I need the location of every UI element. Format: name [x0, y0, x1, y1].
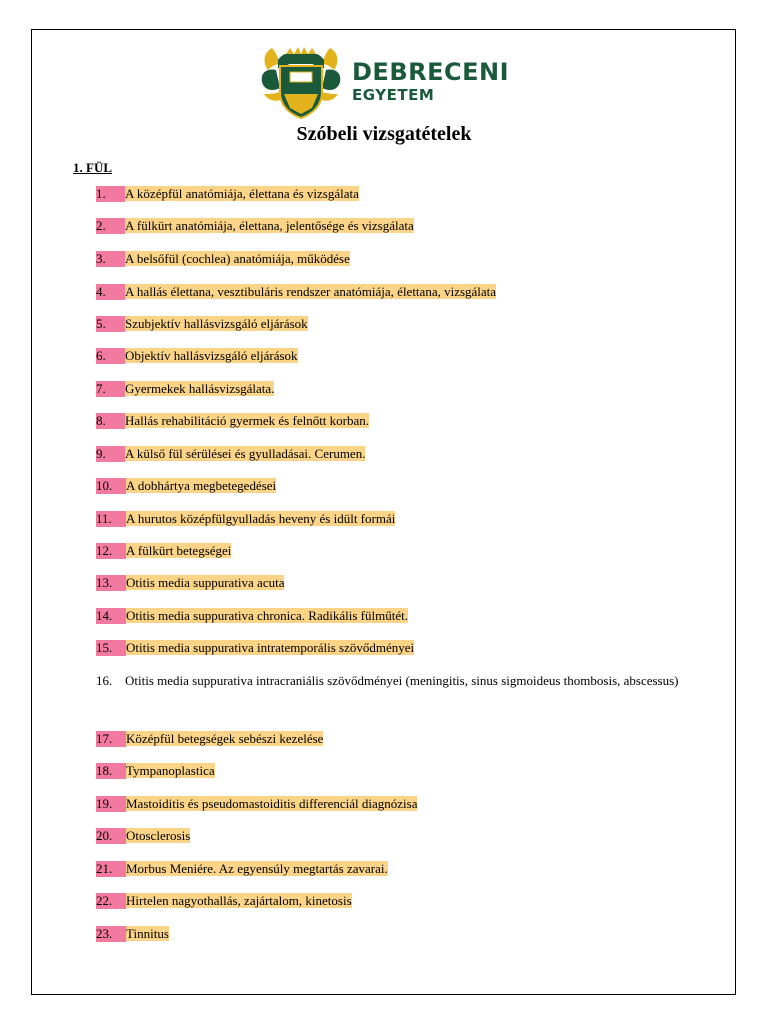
item-text: Otosclerosis — [126, 828, 191, 843]
item-text: A külső fül sérülései és gyulladásai. Cerumen. — [125, 446, 366, 461]
list-item — [96, 478, 276, 494]
list-item — [96, 796, 417, 812]
item-number: 20. — [96, 828, 126, 844]
item-text: Hirtelen nagyothallás, zajártalom, kinetosis — [126, 893, 352, 908]
list-item — [96, 640, 414, 656]
list-item — [96, 861, 388, 877]
list-item — [96, 381, 274, 397]
university-logo — [258, 42, 518, 122]
item-number: 23. — [96, 926, 126, 942]
list-item — [96, 284, 496, 300]
item-text: Mastoiditis és pseudomastoiditis differenciál diagnózisa — [126, 796, 418, 811]
item-number: 10. — [96, 478, 126, 494]
item-text: Morbus Meniére. Az egyensúly megtartás zavarai. — [126, 861, 388, 876]
list-item — [96, 926, 169, 942]
item-number: 17. — [96, 731, 126, 747]
item-text: Otitis media suppurativa acuta — [126, 575, 285, 590]
list-item — [96, 316, 308, 332]
item-text: Hallás rehabilitáció gyermek és felnőtt korban. — [125, 413, 370, 428]
list-item — [96, 763, 215, 779]
item-text: A dobhártya megbetegedései — [126, 478, 277, 493]
item-text: A belsőfül (cochlea) anatómiája, működése — [125, 251, 350, 266]
item-number: 6. — [96, 348, 125, 364]
document-title: Szóbeli vizsgatételek — [296, 123, 472, 145]
item-text: A hurutos középfülgyulladás heveny és idült formái — [126, 511, 396, 526]
item-text: Otitis media suppurativa intracraniális szövődményei (meningitis, sinus sigmoideus thombosis, abscessus) — [125, 673, 679, 688]
list-item — [96, 413, 369, 429]
item-number: 7. — [96, 381, 125, 397]
logo-line-egyetem: EGYETEM — [352, 86, 435, 104]
item-number: 18. — [96, 763, 126, 779]
item-text: Otitis media suppurativa intratemporális szövődményei — [126, 640, 415, 655]
logo-wordmark — [352, 60, 509, 103]
item-text: Tinnitus — [126, 926, 169, 941]
list-item — [96, 828, 190, 844]
item-number: 11. — [96, 511, 126, 527]
item-number: 13. — [96, 575, 126, 591]
list-item — [96, 186, 359, 202]
item-number: 15. — [96, 640, 126, 656]
item-number: 19. — [96, 796, 126, 812]
item-text: Középfül betegségek sebészi kezelése — [126, 731, 324, 746]
section-heading: 1. FÜL — [73, 160, 112, 175]
list-item — [96, 731, 323, 747]
logo-line-debreceni: DEBRECENI — [352, 58, 510, 86]
list-item — [96, 575, 284, 591]
list-item — [96, 543, 231, 559]
item-number: 12. — [96, 543, 126, 559]
item-number: 5. — [96, 316, 125, 332]
list-item — [96, 511, 395, 527]
item-text: A fülkürt betegségei — [126, 543, 232, 558]
list-item — [96, 251, 350, 267]
item-text: Szubjektív hallásvizsgáló eljárások — [125, 316, 308, 331]
item-number: 9. — [96, 446, 125, 462]
item-number: 14. — [96, 608, 126, 624]
item-number: 1. — [96, 186, 125, 202]
item-number: 21. — [96, 861, 126, 877]
list-item — [96, 446, 365, 462]
item-number: 22. — [96, 893, 126, 909]
item-number: 3. — [96, 251, 125, 267]
item-text: Objektív hallásvizsgáló eljárások — [125, 348, 298, 363]
item-number: 2. — [96, 218, 125, 234]
list-item — [96, 893, 352, 909]
item-text: A fülkürt anatómiája, élettana, jelentősége és vizsgálata — [125, 218, 414, 233]
item-text: Gyermekek hallásvizsgálata. — [125, 381, 275, 396]
crest-icon — [258, 42, 344, 122]
item-number: 16. — [96, 673, 113, 688]
item-text: A hallás élettana, vesztibuláris rendszer anatómiája, élettana, vizsgálata — [125, 284, 497, 299]
list-item — [96, 218, 414, 234]
item-number: 4. — [96, 284, 125, 300]
item-text: Otitis media suppurativa chronica. Radikális fülműtét. — [126, 608, 408, 623]
list-item — [96, 608, 408, 624]
item-text: A középfül anatómiája, élettana és vizsgálata — [125, 186, 359, 201]
item-number: 8. — [96, 413, 125, 429]
list-item — [96, 348, 298, 364]
item-text: Tympanoplastica — [126, 763, 215, 778]
